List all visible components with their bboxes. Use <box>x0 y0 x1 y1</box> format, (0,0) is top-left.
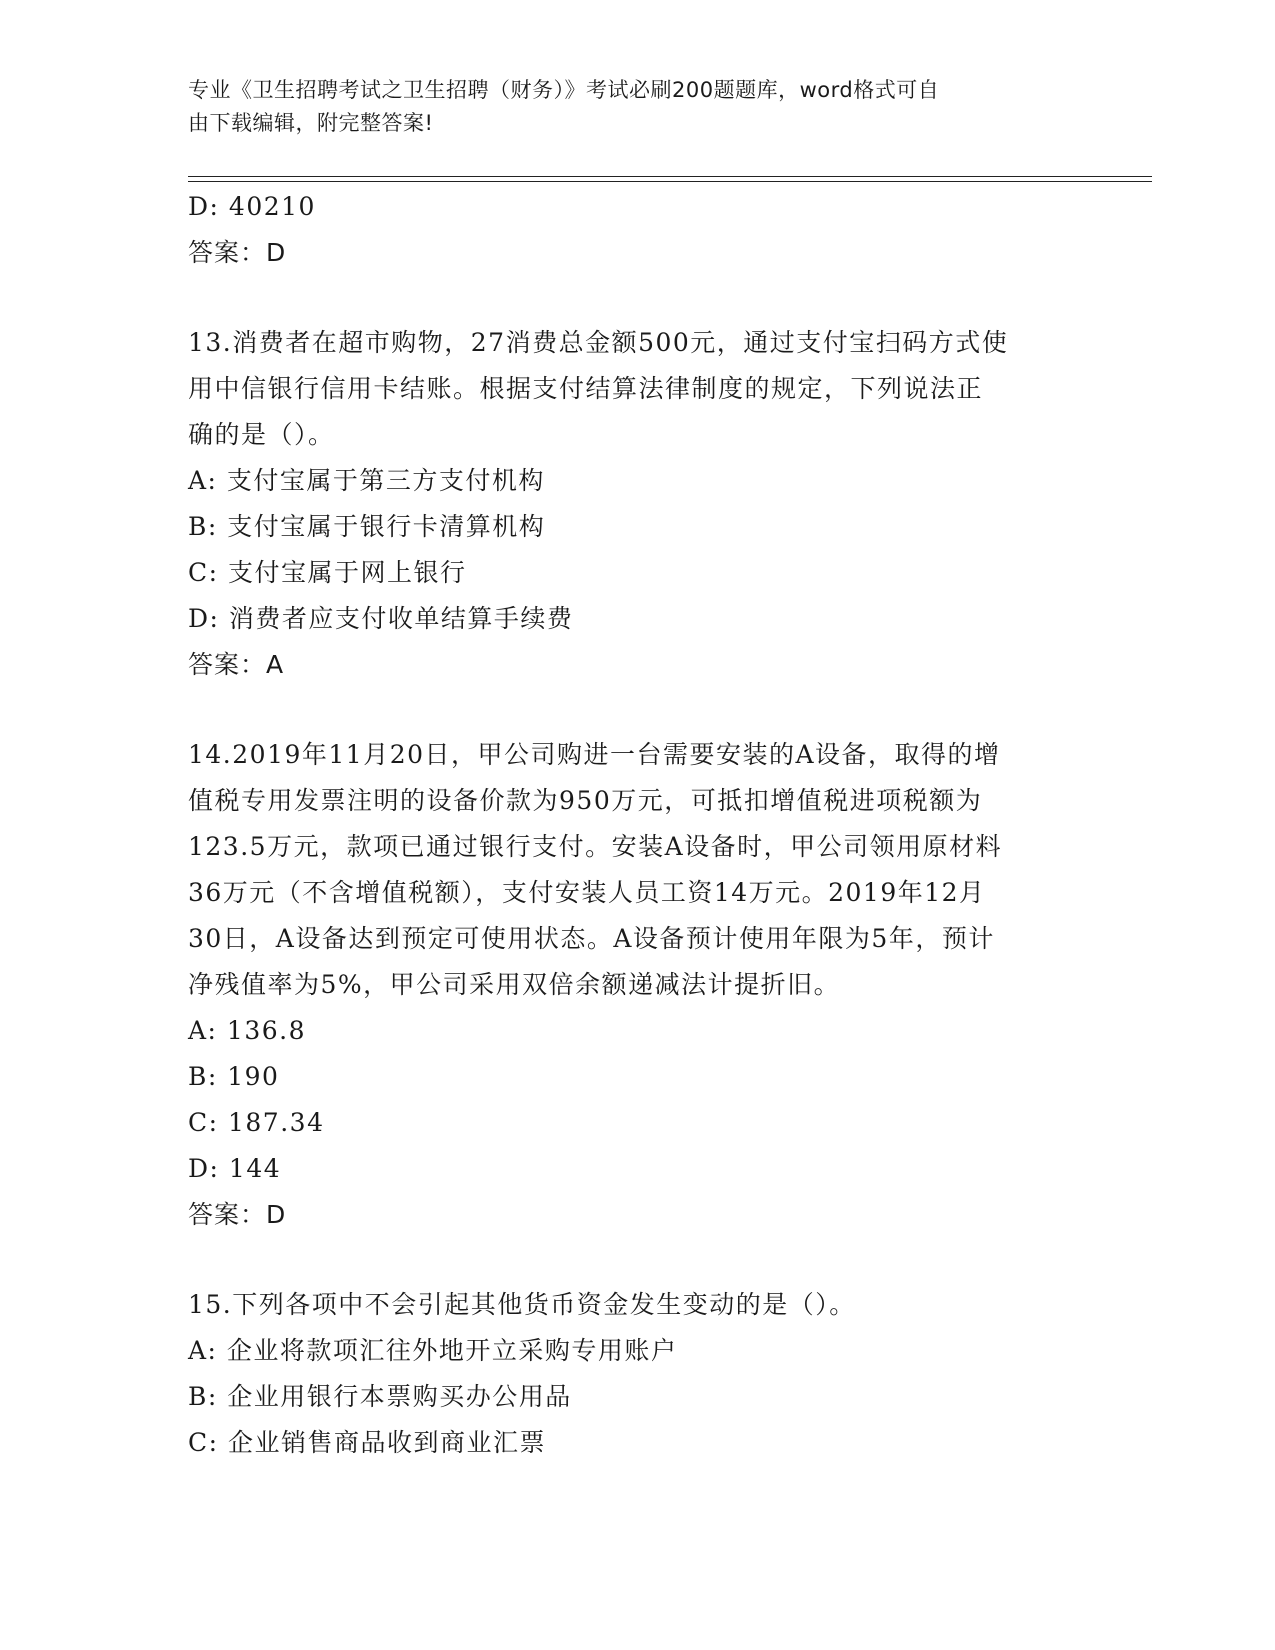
question-stem-line: 36万元（不含增值税额），支付安装人员工资14万元。2019年12月 <box>188 878 986 907</box>
question-stem-line: 净残值率为5%，甲公司采用双倍余额递减法计提折旧。 <box>188 970 841 999</box>
document-body <box>188 184 1088 1466</box>
spacer <box>188 688 1088 732</box>
answer-line: 答案：D <box>188 1200 287 1229</box>
header-line-2: 由下载编辑，附完整答案! <box>188 111 434 135</box>
header-divider-top <box>188 176 1152 177</box>
option-b: B: 支付宝属于银行卡清算机构 <box>188 512 546 541</box>
answer-line: 答案：D <box>188 238 287 267</box>
previous-question-tail <box>188 184 1088 276</box>
option-d: D: 144 <box>188 1154 282 1183</box>
question-stem-line: 15.下列各项中不会引起其他货币资金发生变动的是（）。 <box>188 1290 856 1319</box>
question-stem-line: 14.2019年11月20日，甲公司购进一台需要安装的A设备，取得的增 <box>188 740 1001 769</box>
option-b: B: 190 <box>188 1062 280 1091</box>
option-c: C: 187.34 <box>188 1108 325 1137</box>
option-a: A: 136.8 <box>188 1016 306 1045</box>
header-divider-bottom <box>188 181 1152 182</box>
option-a: A: 支付宝属于第三方支付机构 <box>188 466 545 495</box>
question-14 <box>188 732 1088 1238</box>
option-c: C: 企业销售商品收到商业汇票 <box>188 1428 546 1457</box>
document-header <box>188 74 1088 140</box>
question-15 <box>188 1282 1088 1466</box>
option-d: D: 消费者应支付收单结算手续费 <box>188 604 574 633</box>
spacer <box>188 276 1088 320</box>
spacer <box>188 1238 1088 1282</box>
option-b: B: 企业用银行本票购买办公用品 <box>188 1382 572 1411</box>
question-stem-line: 用中信银行信用卡结账。根据支付结算法律制度的规定，下列说法正 <box>188 374 984 403</box>
question-stem-line: 123.5万元，款项已通过银行支付。安装A设备时，甲公司领用原材料 <box>188 832 1003 861</box>
question-stem-line: 值税专用发票注明的设备价款为950万元，可抵扣增值税进项税额为 <box>188 786 983 815</box>
answer-line: 答案：A <box>188 650 285 679</box>
option-a: A: 企业将款项汇往外地开立采购专用账户 <box>188 1336 678 1365</box>
option-d: D: 40210 <box>188 192 316 221</box>
option-c: C: 支付宝属于网上银行 <box>188 558 467 587</box>
question-13 <box>188 320 1088 688</box>
question-stem-line: 13.消费者在超市购物，27消费总金额500元，通过支付宝扫码方式使 <box>188 328 1009 357</box>
question-stem-line: 30日，A设备达到预定可使用状态。A设备预计使用年限为5年，预计 <box>188 924 995 953</box>
header-line-1: 专业《卫生招聘考试之卫生招聘（财务）》考试必刷200题题库，word格式可自 <box>188 78 940 102</box>
question-stem-line: 确的是（）。 <box>188 420 335 449</box>
